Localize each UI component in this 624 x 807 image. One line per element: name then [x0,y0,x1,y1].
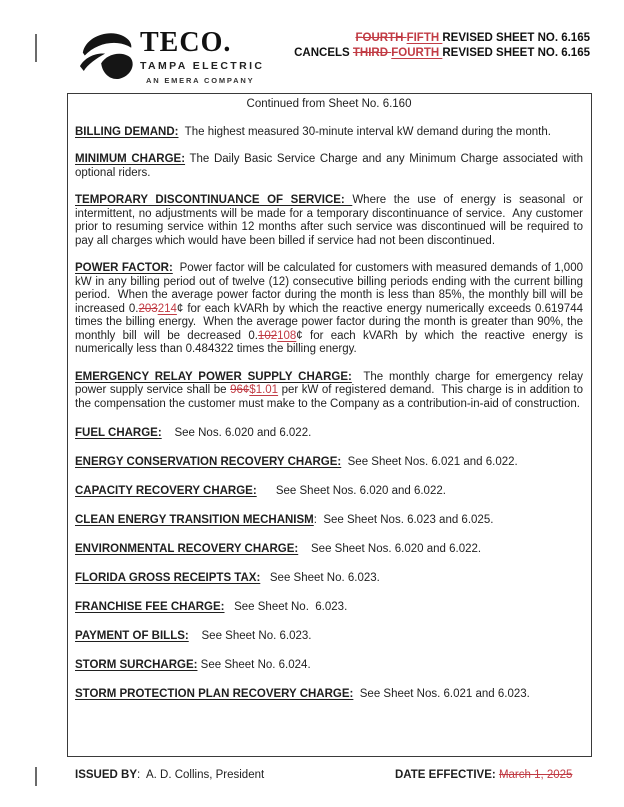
logo-wordmark: TECO. [140,27,232,58]
date-effective-deleted-value: March 1, 2025 [498,769,573,781]
minimum-charge-heading: MINIMUM CHARGE: [75,153,186,165]
deleted-revision-text: FOURTH [355,32,407,44]
sheet-number-block [294,31,590,60]
reference-heading: FRANCHISE FEE CHARGE: [75,600,225,613]
reference-text: See Sheet No. 6.023. [224,600,348,613]
reference-line-payment-of-bills [75,630,583,644]
cancels-prefix: CANCELS [294,46,353,59]
date-effective-line [395,768,572,782]
emergency-relay-text-1: The monthly charge for emergency relay power supply service shall be [75,370,587,396]
page-header [0,0,624,93]
reference-line-environmental-recovery [75,543,583,557]
reference-line-clean-energy-transition [75,514,583,528]
reference-line-capacity-recovery [75,485,583,499]
deleted-cancels-text: THIRD [352,46,392,59]
issued-by-line [75,768,264,782]
reference-text: See Sheet Nos. 6.021 and 6.023. [353,687,530,700]
power-factor-deleted-rate-1: 203 [138,302,158,315]
revision-change-bar-bottom [35,767,37,786]
reference-line-franchise-fee [75,601,583,615]
temporary-discontinuance-heading: TEMPORARY DISCONTINUANCE OF SERVICE: [75,194,353,206]
teco-emblem-icon [78,29,136,82]
minimum-charge-text: The Daily Basic Service Charge and any Minimum Charge associated with optional riders. [75,153,587,179]
reference-heading: FUEL CHARGE: [75,426,162,439]
reference-line-florida-gross-receipts [75,572,583,586]
inserted-cancels-text: FOURTH [391,46,443,59]
tariff-body-box [67,93,592,757]
reference-heading: STORM SURCHARGE: [75,658,198,671]
cancels-sheet-text: REVISED SHEET NO. 6.165 [442,46,590,59]
date-effective-label: DATE EFFECTIVE: [395,769,499,781]
power-factor-deleted-rate-2: 102 [257,329,278,342]
temporary-discontinuance-paragraph [75,194,587,248]
emergency-relay-paragraph [75,370,587,412]
issued-by-value: : A. D. Collins, President [137,769,265,781]
logo-tagline: TAMPA ELECTRIC [140,60,265,72]
reference-heading: CAPACITY RECOVERY CHARGE: [75,484,257,497]
reference-line-storm-protection-plan [75,688,583,702]
temporary-discontinuance-text: Where the use of energy is seasonal or intermittent, no adjustments will be made for a temporary discontinuance of service. Any customer prior to resuming service within 12 months after such service was discontinued will be required to pay all charges which would have been billed if service had not been discontinued. [75,194,587,247]
reference-line-storm-surcharge [75,659,583,673]
reference-text: See Sheet No. 6.023. [260,571,380,584]
revised-sheet-text: REVISED SHEET NO. 6.165 [442,32,590,44]
reference-line-fuel-charge [75,427,583,441]
reference-heading: ENERGY CONSERVATION RECOVERY CHARGE: [75,455,342,468]
reference-text: See Sheet No. 6.023. [188,629,312,642]
billing-demand-heading: BILLING DEMAND: [75,125,179,138]
reference-text: See Sheet Nos. 6.020 and 6.022. [298,542,482,555]
power-factor-inserted-rate-2: 108 [277,329,297,342]
issued-by-label: ISSUED BY [75,769,137,781]
teco-logo [78,29,264,85]
billing-demand-paragraph [75,126,583,140]
power-factor-inserted-rate-1: 214 [157,302,177,315]
reference-heading: CLEAN ENERGY TRANSITION MECHANISM [75,513,314,526]
revised-sheet-line [294,31,590,46]
reference-heading: PAYMENT OF BILLS: [75,629,189,642]
reference-text: See Nos. 6.020 and 6.022. [161,426,312,439]
emergency-relay-heading: EMERGENCY RELAY POWER SUPPLY CHARGE: [75,370,352,383]
minimum-charge-paragraph [75,153,587,180]
reference-heading: ENVIRONMENTAL RECOVERY CHARGE: [75,542,299,555]
cancels-sheet-line [294,46,590,61]
emergency-relay-inserted-charge: $1.01 [249,384,279,396]
reference-heading: FLORIDA GROSS RECEIPTS TAX: [75,571,261,584]
reference-text: See Sheet No. 6.024. [197,658,311,671]
power-factor-text-1: Power factor will be calculated for customers with measured demands of 1,000 kW in any billing period out of twelve (12) consecutive billing periods ending with the current billing period. When the average power factor during the month is less than 85%, the monthly bill will be increased 0. [75,262,587,315]
logo-text-block [140,29,264,85]
power-factor-text-2: ¢ for each kVARh by which the reactive energy numerically exceeds 0.619744 times the billing energy. When the average power factor during the month is greater than 90%, the monthly bill will be decreased 0. [75,302,587,342]
power-factor-heading: POWER FACTOR: [75,262,173,274]
power-factor-text-3: ¢ for each kVARh by which the reactive energy is numerically less than 0.484322 times the billing energy. [75,329,587,355]
reference-text: See Sheet Nos. 6.021 and 6.022. [341,455,518,468]
billing-demand-text: The highest measured 30-minute interval kW demand during the month. [178,125,551,138]
reference-text: See Sheet Nos. 6.020 and 6.022. [256,484,446,497]
reference-heading: STORM PROTECTION PLAN RECOVERY CHARGE: [75,687,354,700]
logo-subtag: AN EMERA COMPANY [146,76,255,85]
reference-line-energy-conservation [75,456,583,470]
inserted-revision-text: FIFTH [406,32,443,44]
reference-text: : See Sheet Nos. 6.023 and 6.025. [313,513,494,526]
continued-from-line: Continued from Sheet No. 6.160 [246,98,412,110]
power-factor-paragraph [75,262,587,357]
emergency-relay-deleted-charge: 96¢ [230,384,250,396]
emergency-relay-text-2: per kW of registered demand. This charge is in addition to the compensation the customer must make to the Company as a contribution-in-aid of construction. [75,384,587,410]
